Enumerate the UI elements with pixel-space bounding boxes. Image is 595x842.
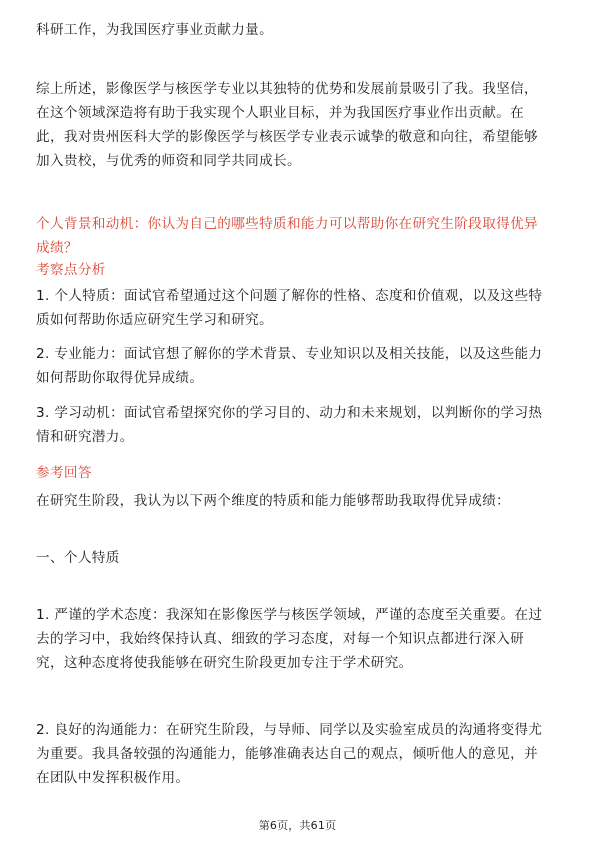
- continuation-text: 科研工作，为我国医疗事业贡献力量。: [36, 22, 274, 38]
- analysis-item-3: 3. 学习动机：面试官希望探究你的学习目的、动力和未来规划，以判断你的学习热 情和研究潜力。: [36, 405, 543, 445]
- answer-lead: 在研究生阶段，我认为以下两个维度的特质和能力能够帮助我取得优异成绩：: [36, 493, 511, 509]
- analysis-item-1: 1. 个人特质：面试官希望通过这个问题了解你的性格、态度和价值观，以及这些特 质如何帮助你适应研究生学习和研究。: [36, 288, 543, 328]
- section-title-personal-traits: 一、个人特质: [36, 550, 120, 566]
- summary-paragraph: 综上所述，影像医学与核医学专业以其独特的优势和发展前景吸引了我。我坚信， 在这个领域深造将有助于我实现个人职业目标，并为我国医疗事业作出贡献。在 此，我对贵州医科大学的影像医学与核医学专业表示诚挚的敬意和向往，希望能够 加入贵校，与优秀的师资和同学共同成长。: [36, 81, 538, 169]
- answer-heading: 参考回答: [36, 465, 92, 481]
- answer-point-1: 1. 严谨的学术态度：我深知在影像医学与核医学领域，严谨的态度至关重要。在过 去的学习中，我始终保持认真、细致的学习态度，对每一个知识点都进行深入研 究，这种态度将使我能够在研究生阶段更加专注于学术研究。: [36, 607, 543, 671]
- analysis-heading: 考察点分析: [36, 262, 106, 278]
- analysis-item-2: 2. 专业能力：面试官想了解你的学术背景、专业知识以及相关技能，以及这些能力 如何帮助你取得优异成绩。: [36, 346, 543, 386]
- answer-point-2: 2. 良好的沟通能力：在研究生阶段，与导师、同学以及实验室成员的沟通将变得尤 为重要。我具备较强的沟通能力，能够准确表达自己的观点，倾听他人的意见，并 在团队中发挥积极作用。: [36, 722, 543, 786]
- page-number: 第6页，共61页: [258, 819, 337, 832]
- question-title: 个人背景和动机：你认为自己的哪些特质和能力可以帮助你在研究生阶段取得优异 成绩？: [36, 216, 538, 256]
